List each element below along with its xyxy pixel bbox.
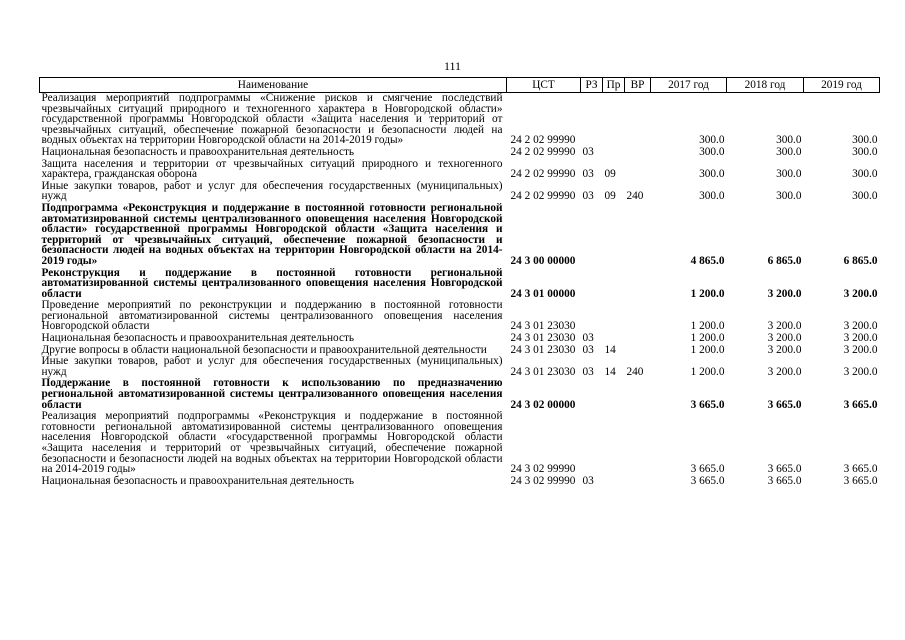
cell-2019: 3 665.0 [843,463,878,476]
cell-vr [625,299,651,332]
cell-2017: 1 200.0 [690,332,725,345]
cell-cst: 24 3 00 00000 [510,254,576,267]
cell-2018: 6 865.0 [767,254,802,267]
cell-rz [581,377,603,410]
cell-pr [603,475,625,487]
cell-2018: 300.0 [776,190,802,203]
header-vr: ВР [625,78,651,93]
budget-table [39,77,880,486]
cell-vr [625,267,651,300]
cell-2017: 300.0 [699,134,725,147]
cell-rz [581,202,603,267]
table-row [40,475,880,487]
cell-cst: 24 3 02 99990 [510,474,576,487]
cell-2017: 300.0 [699,145,725,158]
cell-rz [581,93,603,146]
cell-2018: 300.0 [776,145,802,158]
table-row [40,377,880,410]
cell-2019: 3 200.0 [843,343,878,356]
cell-2018: 300.0 [776,168,802,181]
cell-2017: 1 200.0 [690,320,725,333]
cell-rz: 03 [582,474,594,487]
cell-pr [603,267,625,300]
cell-vr [625,377,651,410]
cell-name: Подпрограмма «Реконструкция и поддержание в постоянной готовности региональной автоматизированной системы централизованного оповещения населения Новгородской области» государственной программы Новгородской области «Защита населения и территорий от чрезвычайных ситуаций, обеспечение пожарной безопасности и безопасности людей на водных объектах на территории Новгородской области на 2014-2019 годы» [41,201,503,267]
cell-2017: 3 665.0 [690,398,725,411]
cell-2017: 3 665.0 [690,474,725,487]
cell-2019: 3 200.0 [843,320,878,333]
cell-name: Реконструкция и поддержание в постоянной готовности региональной автоматизированной системы централизованного оповещения населения Новгородской области [41,266,503,300]
table-row [40,180,880,202]
cell-2019: 300.0 [852,134,878,147]
cell-2018: 3 200.0 [767,287,802,300]
header-2018: 2018 год [727,78,804,93]
cell-name: Иные закупки товаров, работ и услуг для обеспечения государственных (муниципальных) нужд [41,355,503,378]
cell-2017: 4 865.0 [690,254,725,267]
cell-2019: 300.0 [852,190,878,203]
cell-rz: 03 [582,145,594,158]
table-row [40,410,880,475]
cell-name: Реализация мероприятий подпрограммы «Снижение рисков и смягчение последствий чрезвычайных ситуаций природного и техногенного характера в Новгородской области» государственной программы Новгородской области «Защита населения и территорий от чрезвычайных ситуаций, обеспечение пожарной безопасности и безопасности людей на водных объектах на территории Новгородской области на 2014-2019 годы» [41,92,503,147]
cell-rz [581,267,603,300]
cell-rz: 03 [582,332,594,345]
cell-2018: 3 200.0 [767,365,802,378]
cell-rz: 03 [582,343,594,356]
cell-name: Национальная безопасность и правоохранительная деятельность [41,332,355,345]
header-pr: Пр [603,78,625,93]
table-row [40,299,880,332]
cell-vr [625,202,651,267]
cell-2018: 3 665.0 [767,398,802,411]
header-cst: ЦСТ [507,78,581,93]
cell-pr: 14 [604,365,616,378]
cell-name: Иные закупки товаров, работ и услуг для обеспечения государственных (муниципальных) нужд [41,179,503,203]
cell-rz [581,410,603,475]
cell-cst: 24 3 02 00000 [510,398,576,411]
cell-2018: 3 200.0 [767,320,802,333]
cell-vr [625,93,651,146]
cell-name: Национальная безопасность и правоохранительная деятельность [41,145,355,158]
cell-pr: 09 [604,168,616,181]
cell-cst: 24 3 02 99990 [510,463,576,476]
cell-vr [625,146,651,158]
cell-vr [625,475,651,487]
cell-2018: 3 200.0 [767,332,802,345]
cell-rz: 03 [582,365,594,378]
cell-name: Национальная безопасность и правоохранительная деятельность [41,474,355,487]
cell-pr: 14 [604,343,616,356]
cell-2017: 1 200.0 [690,287,725,300]
cell-2019: 3 200.0 [843,365,878,378]
cell-cst: 24 2 02 99990 [510,168,576,181]
header-2017: 2017 год [651,78,727,93]
header-rz: РЗ [581,78,603,93]
header-name: Наименование [40,78,507,93]
cell-2019: 3 665.0 [843,398,878,411]
cell-pr [603,377,625,410]
cell-cst: 24 3 01 00000 [510,287,576,300]
cell-cst: 24 2 02 99990 [510,145,576,158]
cell-name: Поддержание в постоянной готовности к использованию по предназначению региональной автоматизированной системы централизованного оповещения населения области [41,377,503,411]
cell-2019: 300.0 [852,145,878,158]
cell-2017: 300.0 [699,168,725,181]
cell-2019: 300.0 [852,168,878,181]
cell-2019: 3 200.0 [843,287,878,300]
cell-pr [603,299,625,332]
cell-cst: 24 3 01 23030 [510,320,576,333]
cell-vr: 240 [626,365,644,378]
cell-2017: 1 200.0 [690,343,725,356]
cell-pr [603,146,625,158]
header-2019: 2019 год [804,78,880,93]
table-row [40,267,880,300]
page-number: 111 [443,59,462,73]
cell-vr: 240 [626,190,644,203]
cell-vr [625,410,651,475]
table-row [40,202,880,267]
cell-vr [625,332,651,344]
cell-2018: 3 200.0 [767,343,802,356]
cell-2019: 3 200.0 [843,332,878,345]
table-row [40,332,880,344]
cell-2018: 300.0 [776,134,802,147]
table-row [40,344,880,356]
cell-cst: 24 2 02 99990 [510,134,576,147]
cell-vr [625,158,651,180]
cell-name: Реализация мероприятий подпрограммы «Реконструкция и поддержание в постоянной готовности региональной автоматизированной системы централизованного оповещения населения Новгородской области «государственной программы Новгородской области «Защита населения и территорий от чрезвычайных ситуаций, обеспечение пожарной безопасности и безопасности людей на водных объектах на территории Новгородской области на 2014-2019 годы» [41,410,503,476]
cell-2017: 1 200.0 [690,365,725,378]
table-row [40,93,880,146]
cell-cst: 24 3 01 23030 [510,365,576,378]
table-row [40,146,880,158]
cell-pr: 09 [604,190,616,203]
cell-2018: 3 665.0 [767,474,802,487]
cell-vr [625,344,651,356]
cell-2017: 300.0 [699,190,725,203]
cell-2019: 6 865.0 [843,254,878,267]
cell-rz: 03 [582,190,594,203]
cell-pr [603,93,625,146]
cell-2019: 3 665.0 [843,474,878,487]
cell-name: Проведение мероприятий по реконструкции и поддержанию в постоянной готовности региональной автоматизированной системы централизованного оповещения населения Новгородской области [41,299,503,333]
table-row [40,158,880,180]
cell-cst: 24 3 01 23030 [510,343,576,356]
table-row [40,355,880,377]
cell-pr [603,410,625,475]
cell-cst: 24 3 01 23030 [510,332,576,345]
cell-rz [581,299,603,332]
cell-cst: 24 2 02 99990 [510,190,576,203]
cell-2018: 3 665.0 [767,463,802,476]
cell-pr [603,202,625,267]
cell-2017: 3 665.0 [690,463,725,476]
cell-pr [603,332,625,344]
table-header-row [40,78,880,93]
cell-name: Защита населения и территории от чрезвычайных ситуаций природного и техногенного характера, гражданская оборона [41,157,503,181]
cell-rz: 03 [582,168,594,181]
cell-name: Другие вопросы в области национальной безопасности и правоохранительной деятельности [41,343,487,356]
